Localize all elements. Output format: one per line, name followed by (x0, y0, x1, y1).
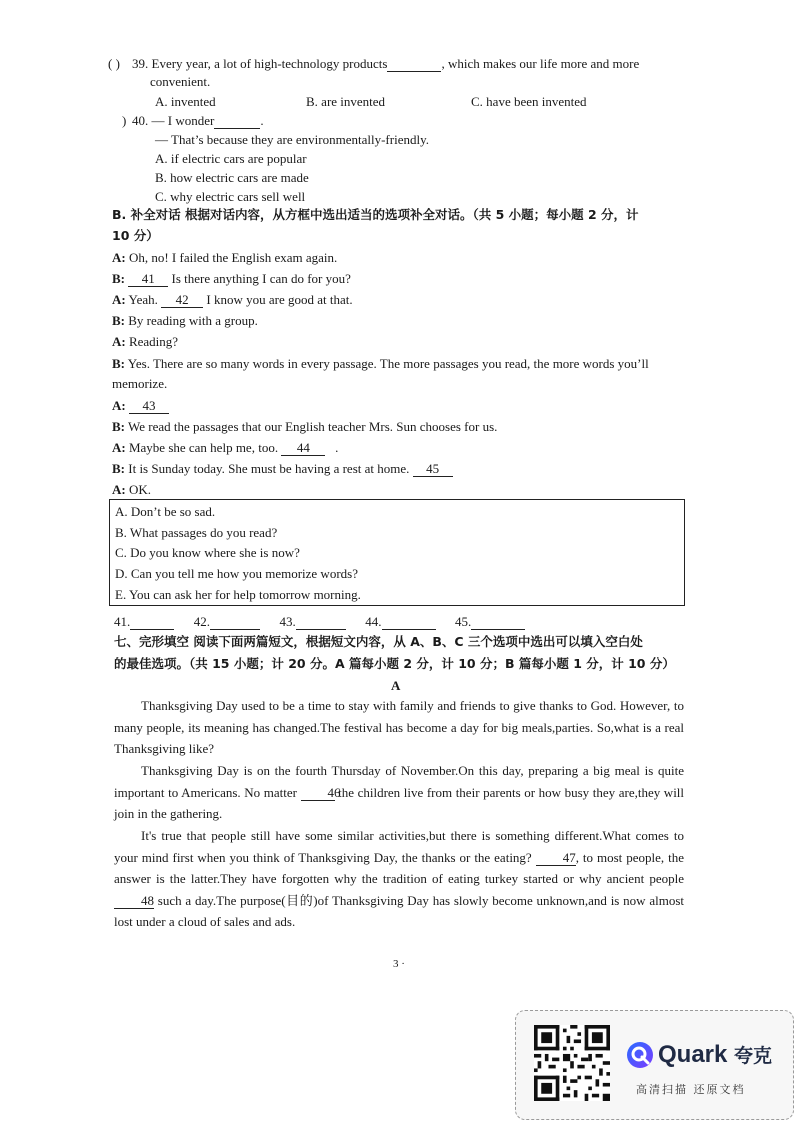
blank-48: 48 (114, 894, 154, 909)
dialogue-line-2 (112, 271, 351, 287)
q39-number: 39. (132, 56, 149, 71)
speaker: A: (112, 334, 126, 349)
dialogue-text: I know you are good at that. (206, 292, 353, 307)
dialogue-line-8 (112, 419, 497, 435)
q40-stem: 40. — I wonder . (132, 113, 264, 128)
answer-label-44: 44. (365, 614, 382, 629)
answer-row (114, 614, 525, 630)
dialogue-line-5 (112, 334, 178, 350)
dialogue-line-3 (112, 292, 353, 308)
q39-paren: ( ) (108, 56, 120, 71)
answer-blank-44 (382, 615, 436, 630)
passage-label: A (391, 678, 401, 693)
blank-47: 47 (536, 851, 576, 866)
dialogue-text: We read the passages that our English teacher Mrs. Sun chooses for us. (128, 419, 498, 434)
q40-stem-text: — I wonder (151, 113, 215, 128)
dialogue-text: OK. (128, 482, 151, 497)
dialogue-line-7 (112, 398, 169, 414)
answer-label-42: 42. (193, 614, 210, 629)
section-b-title: B. 补全对话 根据对话内容，从方框中选出适当的选项补全对话。（共 5 小题；每小题 2 分，计 (112, 207, 639, 222)
dialogue-text: Yes. There are so many words in every passage. The more passages you read, the more words you’ll (127, 356, 649, 371)
quark-brand-en: Quark (658, 1041, 728, 1068)
blank-41: 41 (128, 272, 168, 287)
answer-label-45: 45. (455, 614, 472, 629)
box-option-c: C. Do you know where she is now? (115, 545, 300, 560)
answer-blank-42 (210, 615, 260, 630)
quark-brand-cn: 夸克 (734, 1045, 773, 1067)
speaker: B: (112, 271, 125, 286)
dialogue-line-1 (112, 250, 337, 266)
q39-stem-after: , which makes our life more and more (441, 56, 640, 71)
quark-logo-icon (626, 1041, 654, 1069)
speaker: B: (112, 461, 125, 476)
box-option-e: E. You can ask her for help tomorrow morning. (115, 587, 361, 602)
q39-blank (387, 57, 441, 72)
box-option-b: B. What passages do you read? (115, 525, 278, 540)
passage-paragraph-3 (114, 825, 684, 933)
answer-blank-41 (130, 615, 174, 630)
speaker: A: (112, 398, 126, 413)
blank-42: 42 (161, 293, 203, 308)
section-b-title-cont: 10 分） (112, 228, 159, 243)
q40-blank (214, 114, 260, 129)
blank-46: 46 (301, 786, 335, 801)
quark-brand (658, 1041, 772, 1069)
q40-option-c: C. why electric cars sell well (155, 189, 306, 204)
speaker: B: (112, 419, 125, 434)
q39-stem-before: Every year, a lot of high-technology products (151, 56, 388, 71)
q39-stem (132, 56, 639, 72)
dialogue-pre: Yeah. (128, 292, 158, 307)
q39-option-a: A. invented (155, 94, 216, 109)
q39-option-b: B. are invented (306, 94, 386, 109)
q39-stem-cont: convenient. (150, 74, 211, 89)
speaker: B: (112, 356, 125, 371)
dialogue-text: By reading with a group. (128, 313, 258, 328)
speaker: A: (112, 292, 126, 307)
dialogue-line-6-cont: memorize. (112, 376, 168, 391)
answer-label-41: 41. (114, 614, 131, 629)
p3-part-c: such a day.The purpose(目的)of Thanksgiving Day has slowly become unknown,and is now almost lost under a cloud of sales and ads. (114, 892, 684, 929)
p3-part-b: , to most people, the answer is the latter.They have forgotten why the tradition of eating turkey started or why ancient people (114, 849, 684, 886)
box-option-a: A. Don’t be so sad. (115, 504, 216, 519)
dialogue-line-11 (112, 482, 151, 498)
speaker: A: (112, 440, 126, 455)
page-number: 3 · (393, 958, 405, 970)
speaker: A: (112, 250, 126, 265)
q40-option-b: B. how electric cars are made (155, 170, 309, 185)
q40-option-a: A. if electric cars are popular (155, 151, 307, 166)
section-7-title: 七、完形填空 阅读下面两篇短文，根据短文内容，从 A、B、C 三个选项中选出可以填入空白处 (114, 634, 643, 649)
dialogue-line-10 (112, 461, 453, 477)
dialogue-post: . (335, 440, 339, 455)
options-box (109, 499, 685, 606)
speaker: A: (112, 482, 126, 497)
p2-after: the children live from their parents or how busy they are,they will join in the gathering. (114, 784, 685, 821)
passage-paragraph-2 (114, 760, 684, 825)
dialogue-text: It is Sunday today. She must be having a rest at home. (128, 461, 410, 476)
blank-43: 43 (129, 399, 169, 414)
q40-number: 40. (132, 113, 149, 128)
dialogue-text: Is there anything I can do for you? (171, 271, 351, 286)
quark-tagline: 高清扫描 还原文档 (636, 1083, 746, 1096)
dialogue-line-9 (112, 440, 338, 456)
scanner-watermark (515, 1010, 794, 1120)
qr-code-icon (534, 1025, 610, 1101)
passage-paragraph-1: Thanksgiving Day used to be a time to stay with family and friends to give thanks to God. However, to many people, its meaning has changed.The festival has become a day for big meals,parties. So,what is a real Thanksgiving like? (114, 698, 684, 756)
answer-blank-45 (471, 615, 525, 630)
dialogue-text: Reading? (128, 334, 179, 349)
dialogue-line-4 (112, 313, 258, 329)
q40-response: — That’s because they are environmentally-friendly. (155, 132, 429, 147)
speaker: B: (112, 313, 125, 328)
dialogue-text: Oh, no! I failed the English exam again. (128, 250, 338, 265)
answer-label-43: 43. (279, 614, 296, 629)
dialogue-line-6 (112, 356, 649, 372)
box-option-d: D. Can you tell me how you memorize words? (115, 566, 358, 581)
blank-44: 44 (281, 441, 325, 456)
dialogue-text: Maybe she can help me, too. (128, 440, 279, 455)
p3-part-a: It's true that people still have some similar activities,but there is something different.What comes to your mind first when you think of Thanksgiving Day, the thanks or the eating? (114, 828, 684, 865)
blank-45: 45 (413, 462, 453, 477)
answer-blank-43 (296, 615, 346, 630)
p2-before: Thanksgiving Day is on the fourth Thursday of November.On this day, preparing a big meal is quite important to Americans. No matter (114, 763, 684, 800)
section-7-title-cont: 的最佳选项。（共 15 小题；计 20 分。A 篇每小题 2 分，计 10 分；B 篇每小题 1 分，计 10 分） (114, 656, 675, 671)
q40-paren: ) (122, 113, 127, 128)
q39-option-c: C. have been invented (471, 94, 587, 109)
